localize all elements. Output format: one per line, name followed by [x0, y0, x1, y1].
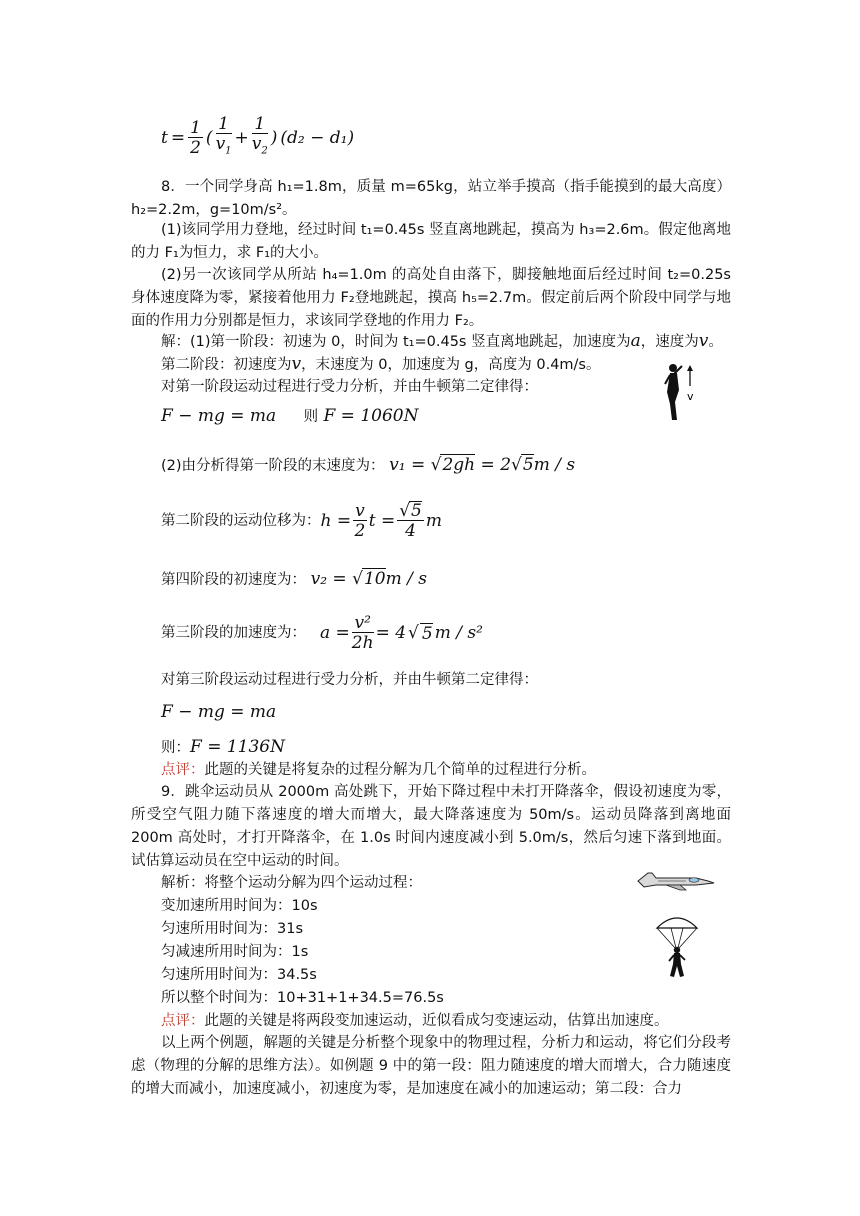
stage-time-4: 匀速所用时间为：34.5s: [161, 967, 317, 983]
fraction-half: $\frac{1}{2}$: [190, 117, 201, 158]
total-time: 所以整个时间为：10+31+1+34.5=76.5s: [161, 990, 444, 1006]
fraction-1-v2: $\frac{1}{v_2}$: [251, 113, 268, 157]
comment-8: 点评：此题的关键是将复杂的过程分解为几个简单的过程进行分析。: [161, 762, 596, 778]
problem-8-intro: 8．一个同学身高 h₁=1.8m，质量 m=65kg，站立举手摸高（指手能摸到的最大高度）h₂=2.2m，g=10m/s²。: [131, 179, 731, 218]
stage-time-1: 变加速所用时间为：10s: [161, 898, 318, 914]
jumper-figure: [660, 362, 700, 424]
problem-9-intro: 9．跳伞运动员从 2000m 高处跳下，开始下降过程中未打开降落伞，假设初速度为零，所受空气阻力随下落速度的增大而增大，最大降落速度为 50m/s。运动员降落到离地面 200m 高处时，才打开降落伞，在 1.0s 时间内速度减小到 5.0m/s，然后匀速下落到地面。试估算运动员在空中运动的时间。: [131, 784, 731, 869]
closing-paragraph: 以上两个例题，解题的关键是分析整个现象中的物理过程，分析力和运动，将它们分段考虑（物理的分解的思维方法）。如例题 9 中的第一段：阻力随速度的增大而增大，合力随速度的增大而减小，加速度减小，初速度为零，是加速度在减小的加速运动；第二段：合力: [131, 1035, 731, 1097]
equation-1: F − mg = ma 则 F = 1060N: [161, 406, 419, 426]
problem-8-question-1: (1)该同学用力登地，经过时间 t₁=0.45s 竖直离地跳起，摸高为 h₃=2.6m。假定他离地的力 F₁为恒力，求 F₁的大小。: [131, 222, 731, 261]
initial-velocity-stage-4: 第四阶段的初速度为： v₂ = √10m / s: [161, 569, 427, 589]
solution-stage-1: 解：(1)第一阶段：初速为 0，时间为 t₁=0.45s 竖直离地跳起，加速度为a，速度为v。: [161, 331, 723, 351]
airplane-icon: [636, 869, 716, 891]
comment-9: 点评：此题的关键是将两段变加速运动，近似看成匀变速运动，估算出加速度。: [161, 1013, 669, 1029]
velocity-label: v: [687, 390, 694, 403]
equation-3-result: 则：F = 1136N: [161, 737, 285, 757]
parachutist-icon: [655, 914, 699, 980]
formula-t-lhs: t: [161, 128, 168, 148]
force-analysis-1: 对第一阶段运动过程进行受力分析，并由牛顿第二定律得：: [161, 379, 538, 395]
stage-time-3: 匀减速所用时间为：1s: [161, 944, 309, 960]
displacement-stage-2: 第二阶段的运动位移为： h = $\frac{v}{2}$ t = $\frac{√5}{4}$ m: [161, 500, 442, 541]
stage-time-2: 匀速所用时间为：31s: [161, 921, 304, 937]
solution-stage-2: 第二阶段：初速度为v，末速度为 0，加速度为 g，高度为 0.4m/s。: [161, 354, 601, 374]
formula-t-diff: (d₂ − d₁): [280, 128, 355, 148]
end-velocity-stage-1: (2)由分析得第一阶段的末速度为： v₁ = √2gh = 2√5m / s: [161, 455, 576, 475]
equation-3: F − mg = ma: [161, 702, 277, 722]
force-analysis-3: 对第三阶段运动过程进行受力分析，并由牛顿第二定律得：: [161, 672, 538, 688]
problem-8-question-2: (2)另一次该同学从所站 h₄=1.0m 的高处自由落下，脚接触地面后经过时间 t₂=0.25s 身体速度降为零，紧接着他用力 F₂登地跳起，摸高 h₅=2.7m。假定前后两个阶段中同学与地面的作用力分别都是恒力，求该同学登地的作用力 F₂。: [131, 267, 731, 329]
solution-9: 解析：将整个运动分解为四个运动过程：: [161, 875, 422, 891]
acceleration-stage-3: 第三阶段的加速度为： a = $\frac{\text{v²}}{2h}$ = 4 √ 5 m / s²: [161, 612, 483, 653]
fraction-1-v1: $\frac{1}{v_1}$: [215, 113, 232, 157]
formula-t: t = $\frac{1}{2}$ ( $\frac{1}{v_1}$ + $\frac{1}{v_2}$ ) (d₂ − d₁): [161, 116, 354, 160]
